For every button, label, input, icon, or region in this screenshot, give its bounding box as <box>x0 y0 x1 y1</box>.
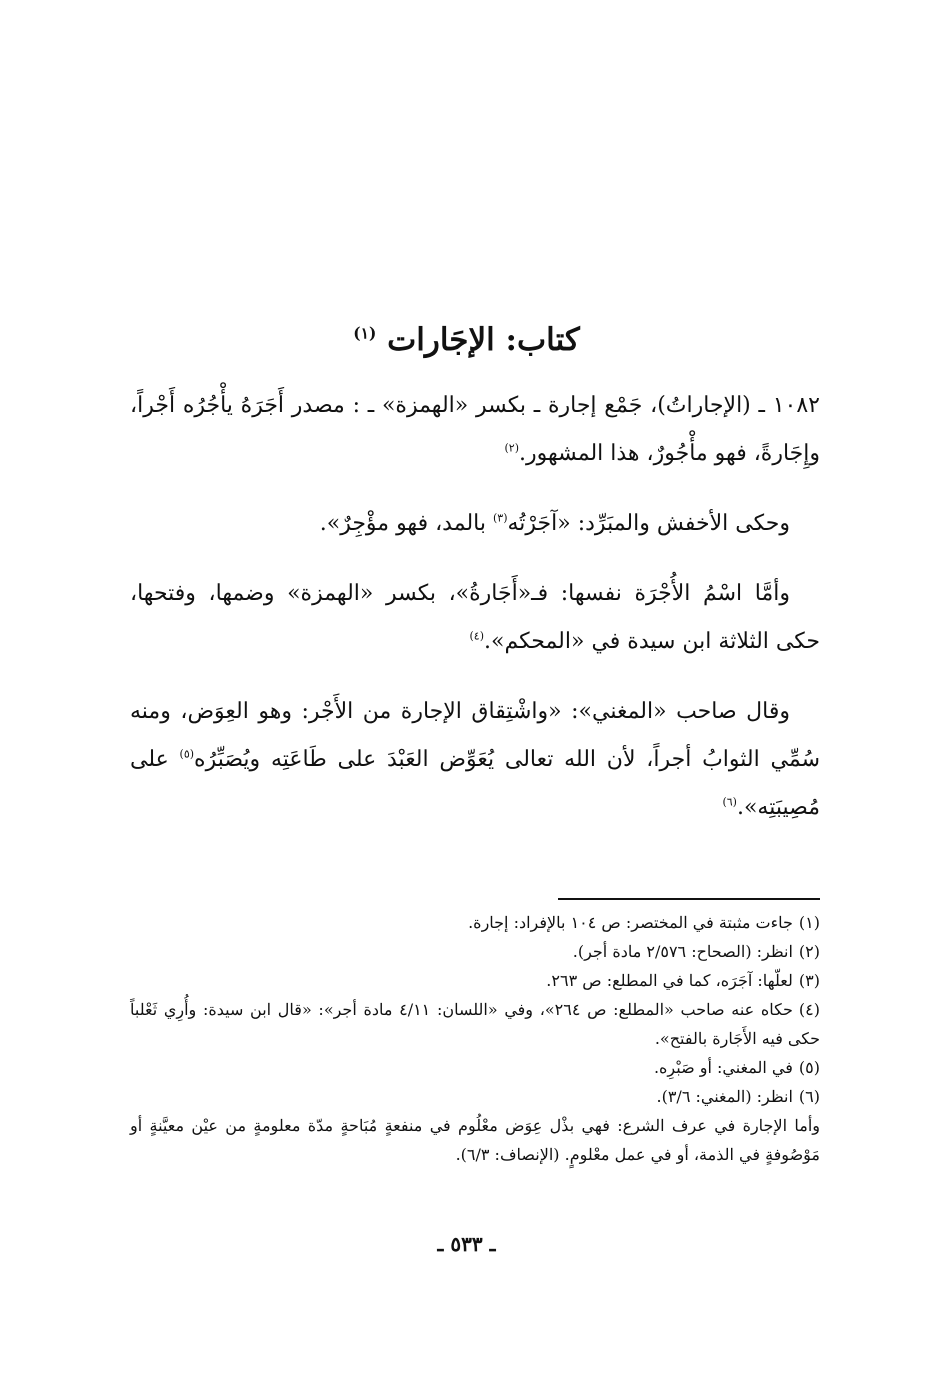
chapter-title <box>0 316 933 364</box>
footnote-3 <box>130 966 820 995</box>
footnote-text: انظر: (المغني: ٣/٦). <box>656 1087 793 1106</box>
footnote-number: (٦) <box>798 1087 820 1106</box>
chapter-title-text: كتاب: الإجَارات <box>387 322 580 358</box>
paragraph-text: ١٠٨٢ ـ (الإجاراتُ)، جَمْع إجارة ـ بكسر «الهمزة» ـ : مصدر أَجَرَهُ يأْجُرُه أَجْراً، وإِجَارةً، فهو مأْجُورٌ، هذا المشهور. <box>130 393 820 466</box>
paragraph-mughni <box>130 688 820 832</box>
footnote-definition <box>130 1111 820 1169</box>
footnote-ref: (٤) <box>469 629 485 643</box>
footnote-text: وأما الإجارة في عرف الشرع: فهي بذْل عِوَض معْلُوم في منفعةٍ مُبَاحةٍ مدّة معلومةٍ من عيْن معيَّنةٍ أو مَوْصُوفةٍ في الذمة، أو في عمل معْلومٍ. (الإنصاف: ٦/٣). <box>130 1116 820 1164</box>
paragraph-1082 <box>130 382 820 478</box>
footnote-number: (٤) <box>798 1000 820 1019</box>
paragraph-ujra <box>130 570 820 666</box>
footnote-5 <box>130 1053 820 1082</box>
footnote-text: انظر: (الصحاح: ٢/٥٧٦ مادة أجر). <box>572 942 793 961</box>
footnote-6 <box>130 1082 820 1111</box>
footnote-text: جاءت مثبتة في المختصر: ص ١٠٤ بالإفراد: إجارة. <box>468 913 793 932</box>
footnote-text: حكاه عنه صاحب «المطلع: ص ٢٦٤»، وفي «اللسان: ٤/١١ مادة أجر»: «قال ابن سيدة: وأُرِي ثَعْلباً حكى فيه الأَجَارة بالفتح». <box>130 1000 820 1048</box>
paragraph-text-tail: بالمد، فهو مؤْجِرٌ». <box>319 511 493 536</box>
footnote-text: لعلّها: آجَرَه، كما في المطلع: ص ٢٦٣. <box>546 971 793 990</box>
footnote-1 <box>130 908 820 937</box>
footnote-ref: (٢) <box>504 441 519 455</box>
footnotes <box>130 908 820 1169</box>
paragraph-text: وحكى الأخفش والمبَرِّد: «آجَرْتُه <box>507 511 790 536</box>
footnote-number: (٢) <box>798 942 820 961</box>
footnote-divider <box>558 898 820 900</box>
footnote-ref: (٣) <box>492 511 508 525</box>
footnote-4 <box>130 995 820 1053</box>
footnote-2 <box>130 937 820 966</box>
main-text <box>130 382 820 854</box>
paragraph-text-tail: على مُصِيبَتِه». <box>130 747 820 820</box>
paragraph-text: وقال صاحب «المغني»: «واشْتِقاق الإجارة من الأَجْر: وهو العِوَض، ومنه سُمِّي الثوابُ أجراً، لأن الله تعالى يُعَوِّض العَبْدَ على طَاعَتِه ويُصَبِّرُه <box>130 699 820 772</box>
paragraph-text: وأمَّا اسْمُ الأُجْرَة نفسها: فـ«أَجَارةُ»، بكسر «الهمزة» وضمها، وفتحها، حكى الثلاثة ابن سيدة في «المحكم». <box>130 581 820 654</box>
footnote-number: (٥) <box>798 1058 820 1077</box>
chapter-title-footnote-ref: (١) <box>353 323 377 343</box>
footnote-number: (٣) <box>798 971 820 990</box>
page-number: ـ ٥٣٣ ـ <box>437 1232 496 1256</box>
footnote-ref: (٥) <box>179 747 195 761</box>
footnote-ref: (٦) <box>722 795 737 809</box>
footnote-text: في المغني: أو صَبْرِه. <box>653 1058 793 1077</box>
paragraph-akhfash <box>130 500 820 548</box>
footnote-number: (١) <box>798 913 820 932</box>
